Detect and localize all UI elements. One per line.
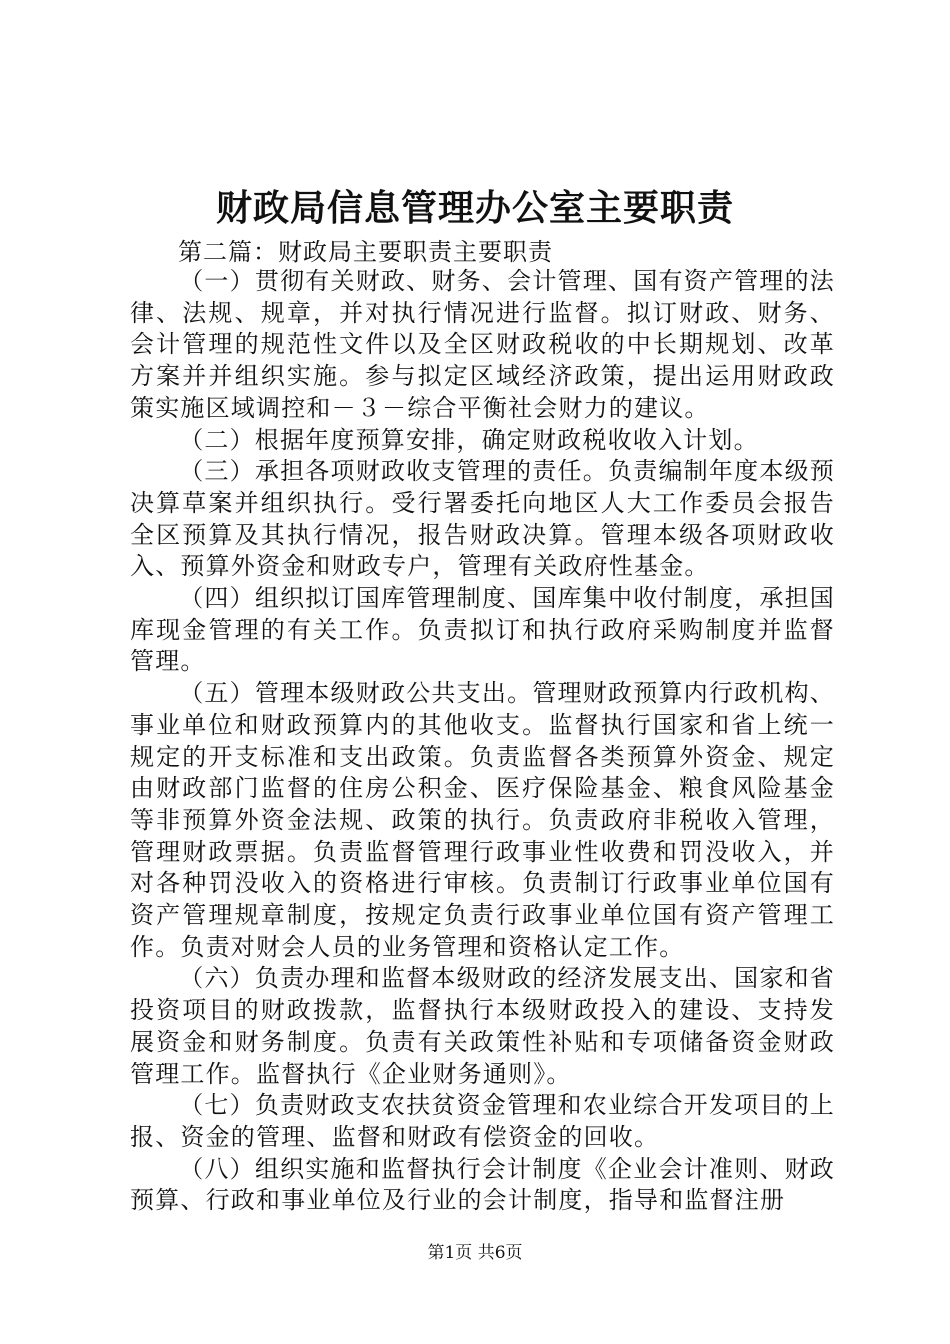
paragraph-2: （二）根据年度预算安排，确定财政税收收入计划。: [179, 425, 759, 454]
paragraph-6: （六）负责办理和监督本级财政的经济发展支出、国家和省投资项目的财政拨款，监督执行本级财政投入的建设、支持发展资金和财务制度。负责有关政策性补贴和专项储备资金财政管理工作。监督执行《企业财务通则》。: [130, 964, 835, 1088]
paragraph-5: （五）管理本级财政公共支出。管理财政预算内行政机构、事业单位和财政预算内的其他收支。监督执行国家和省上统一规定的开支标准和支出政策。负责监督各类预算外资金、规定由财政部门监督的住房公积金、医疗保险基金、粮食风险基金等非预算外资金法规、政策的执行。负责政府非税收入管理，管理财政票据。负责监督管理行政事业性收费和罚没收入，并对各种罚没收入的资格进行审核。负责制订行政事业单位国有资产管理规章制度，按规定负责行政事业单位国有资产管理工作。负责对财会人员的业务管理和资格认定工作。: [130, 679, 835, 961]
page-footer: 第1页 共6页: [427, 1243, 523, 1263]
paragraph-4: （四）组织拟订国库管理制度、国库集中收付制度，承担国库现金管理的有关工作。负责拟订和执行政府采购制度并监督管理。: [130, 584, 835, 676]
paragraph-3: （三）承担各项财政收支管理的责任。负责编制年度本级预决算草案并组织执行。受行署委托向地区人大工作委员会报告全区预算及其执行情况，报告财政决算。管理本级各项财政收入、预算外资金和财政专户，管理有关政府性基金。: [130, 457, 835, 581]
paragraph-8: （八）组织实施和监督执行会计制度《企业会计准则、财政预算、行政和事业单位及行业的会计制度，指导和监督注册: [130, 1154, 835, 1215]
document-title: 财政局信息管理办公室主要职责: [215, 187, 734, 229]
document-subtitle: 第二篇：财政局主要职责主要职责: [178, 238, 553, 266]
document-body: [130, 266, 835, 1217]
paragraph-1: （一）贯彻有关财政、财务、会计管理、国有资产管理的法律、法规、规章，并对执行情况进行监督。拟订财政、财务、会计管理的规范性文件以及全区财政税收的中长期规划、改革方案并并组织实施。参与拟定区域经济政策，提出运用财政政策实施区域调控和－３－综合平衡社会财力的建议。: [130, 267, 835, 422]
paragraph-7: （七）负责财政支农扶贫资金管理和农业综合开发项目的上报、资金的管理、监督和财政有偿资金的回收。: [130, 1091, 835, 1151]
